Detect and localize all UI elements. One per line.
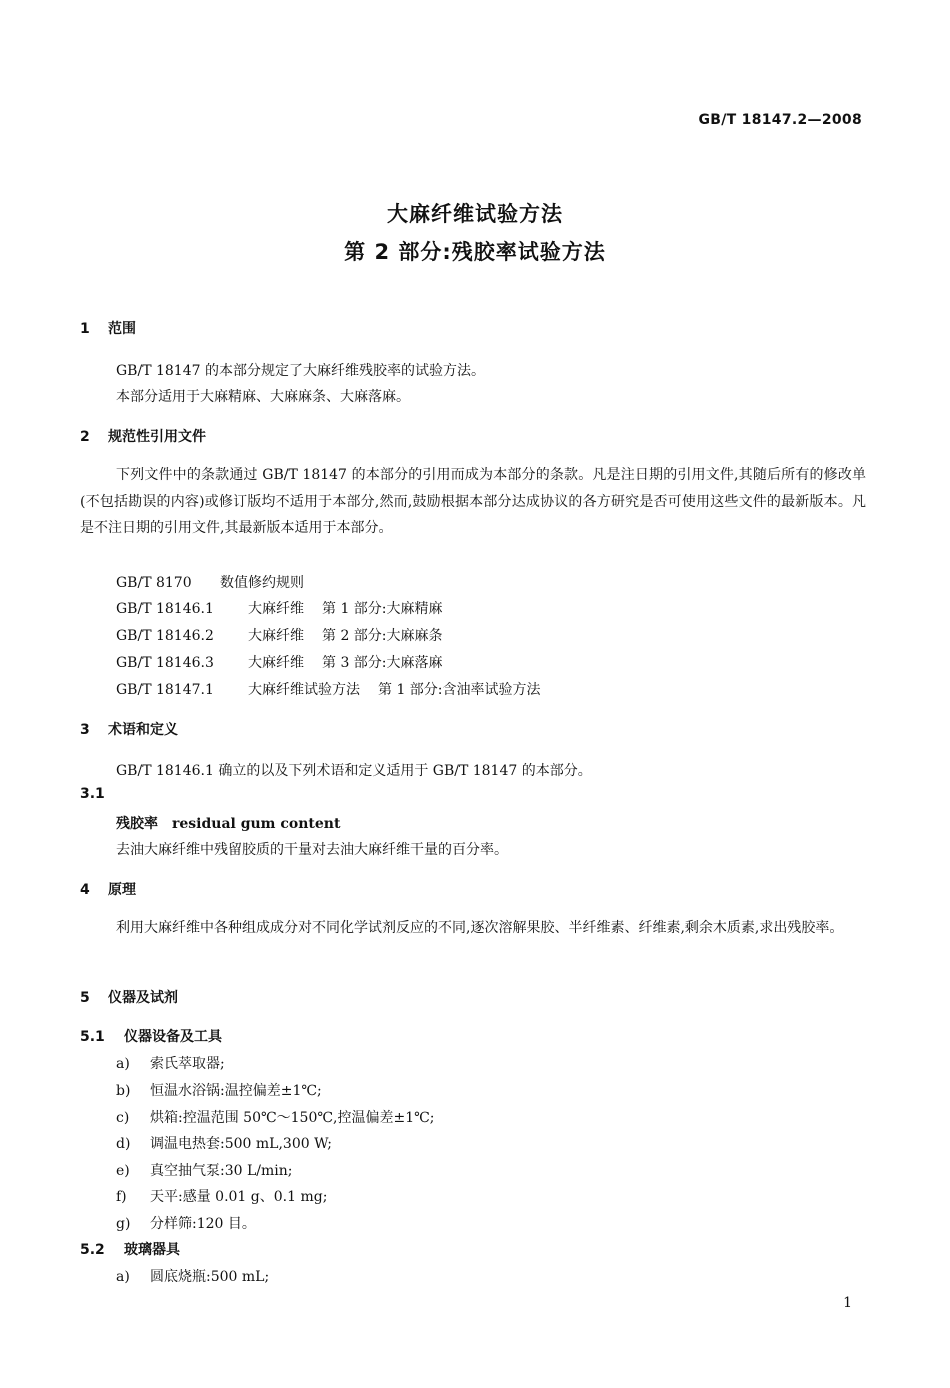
section-number: 3 [80,722,90,738]
section-title: 规范性引用文件 [108,429,206,445]
list-label: b) [116,1083,131,1099]
terms-intro-paragraph: GB/T 18146.1 确立的以及下列术语和定义适用于 GB/T 18147 的本部分。 [116,763,592,779]
reference-code: GB/T 18146.2 [116,628,214,644]
list-item [116,1080,322,1100]
principle-paragraph: 利用大麻纤维中各种组成成分对不同化学试剂反应的不同,逐次溶解果胶、半纤维素、纤维素,剩余木质素,求出残胶率。 [116,920,844,936]
reference-title: 数值修约规则 [220,575,304,591]
reference-part: 第 3 部分:大麻落麻 [322,655,443,671]
list-item [116,1186,327,1206]
reference-item [116,598,443,618]
section-title: 原理 [108,882,136,898]
list-label: g) [116,1216,131,1232]
reference-title: 大麻纤维试验方法 [248,682,360,698]
subsection-title: 玻璃器具 [124,1242,180,1258]
page-number: 1 [843,1295,852,1311]
reference-title: 大麻纤维 [248,628,304,644]
term-definition: 去油大麻纤维中残留胶质的干量对去油大麻纤维干量的百分率。 [116,842,508,858]
list-text: 索氏萃取器; [150,1056,225,1072]
list-item [116,1160,292,1180]
document-subtitle: 第 2 部分:残胶率试验方法 [344,240,606,264]
reference-item [116,625,443,645]
reference-item [116,572,304,592]
reference-title: 大麻纤维 [248,601,304,617]
section-number: 2 [80,429,90,445]
list-text: 恒温水浴锅:温控偏差±1℃; [150,1083,322,1099]
list-label: d) [116,1136,131,1152]
normative-references-paragraph: 下列文件中的条款通过 GB/T 18147 的本部分的引用而成为本部分的条款。凡是注日期的引用文件,其随后所有的修改单(不包括勘误的内容)或修订版均不适用于本部分,然而,鼓励根据本部分达成协议的各方研究是否可使用这些文件的最新版本。凡是不注日期的引用文件,其最新版本适用于本部分。 [80,467,866,536]
subsection-3-1-number: 3.1 [80,786,105,802]
list-label: a) [116,1056,130,1072]
list-label: e) [116,1163,130,1179]
section-title: 仪器及试剂 [108,990,178,1006]
section-3-heading [80,719,178,739]
section-1-heading [80,318,136,338]
section-title: 范围 [108,321,136,337]
list-item [116,1133,332,1153]
subsection-title: 仪器设备及工具 [124,1029,222,1045]
list-label: f) [116,1189,127,1205]
list-item [116,1213,256,1233]
reference-item [116,679,541,699]
reference-code: GB/T 18146.1 [116,601,214,617]
term-entry: 残胶率 residual gum content [116,816,341,832]
list-text: 圆底烧瓶:500 mL; [150,1269,270,1285]
reference-part: 第 1 部分:含油率试验方法 [378,682,541,698]
scope-paragraph-2: 本部分适用于大麻精麻、大麻麻条、大麻落麻。 [116,389,410,405]
subsection-5-1-heading [80,1026,222,1046]
section-2-heading [80,426,206,446]
reference-title: 大麻纤维 [248,655,304,671]
list-label: a) [116,1269,130,1285]
section-title: 术语和定义 [108,722,178,738]
list-text: 天平:感量 0.01 g、0.1 mg; [150,1189,328,1205]
list-text: 分样筛:120 目。 [150,1216,256,1232]
reference-part: 第 1 部分:大麻精麻 [322,601,443,617]
reference-item [116,652,443,672]
section-number: 5 [80,990,90,1006]
scope-paragraph-1: GB/T 18147 的本部分规定了大麻纤维残胶率的试验方法。 [116,363,485,379]
list-label: c) [116,1110,130,1126]
subsection-number: 5.1 [80,1029,105,1045]
section-number: 1 [80,321,90,337]
subsection-number: 5.2 [80,1242,105,1258]
document-title: 大麻纤维试验方法 [387,202,563,226]
list-item [116,1266,269,1286]
reference-code: GB/T 8170 [116,575,192,591]
reference-code: GB/T 18147.1 [116,682,214,698]
list-text: 调温电热套:500 mL,300 W; [150,1136,332,1152]
section-4-heading [80,879,136,899]
reference-code: GB/T 18146.3 [116,655,214,671]
section-number: 4 [80,882,90,898]
list-text: 真空抽气泵:30 L/min; [150,1163,293,1179]
subsection-5-2-heading [80,1239,180,1259]
list-item [116,1053,225,1073]
list-text: 烘箱:控温范围 50℃～150℃,控温偏差±1℃; [150,1110,435,1126]
standard-number: GB/T 18147.2—2008 [698,112,862,128]
section-5-heading [80,987,178,1007]
list-item [116,1107,435,1127]
reference-part: 第 2 部分:大麻麻条 [322,628,443,644]
